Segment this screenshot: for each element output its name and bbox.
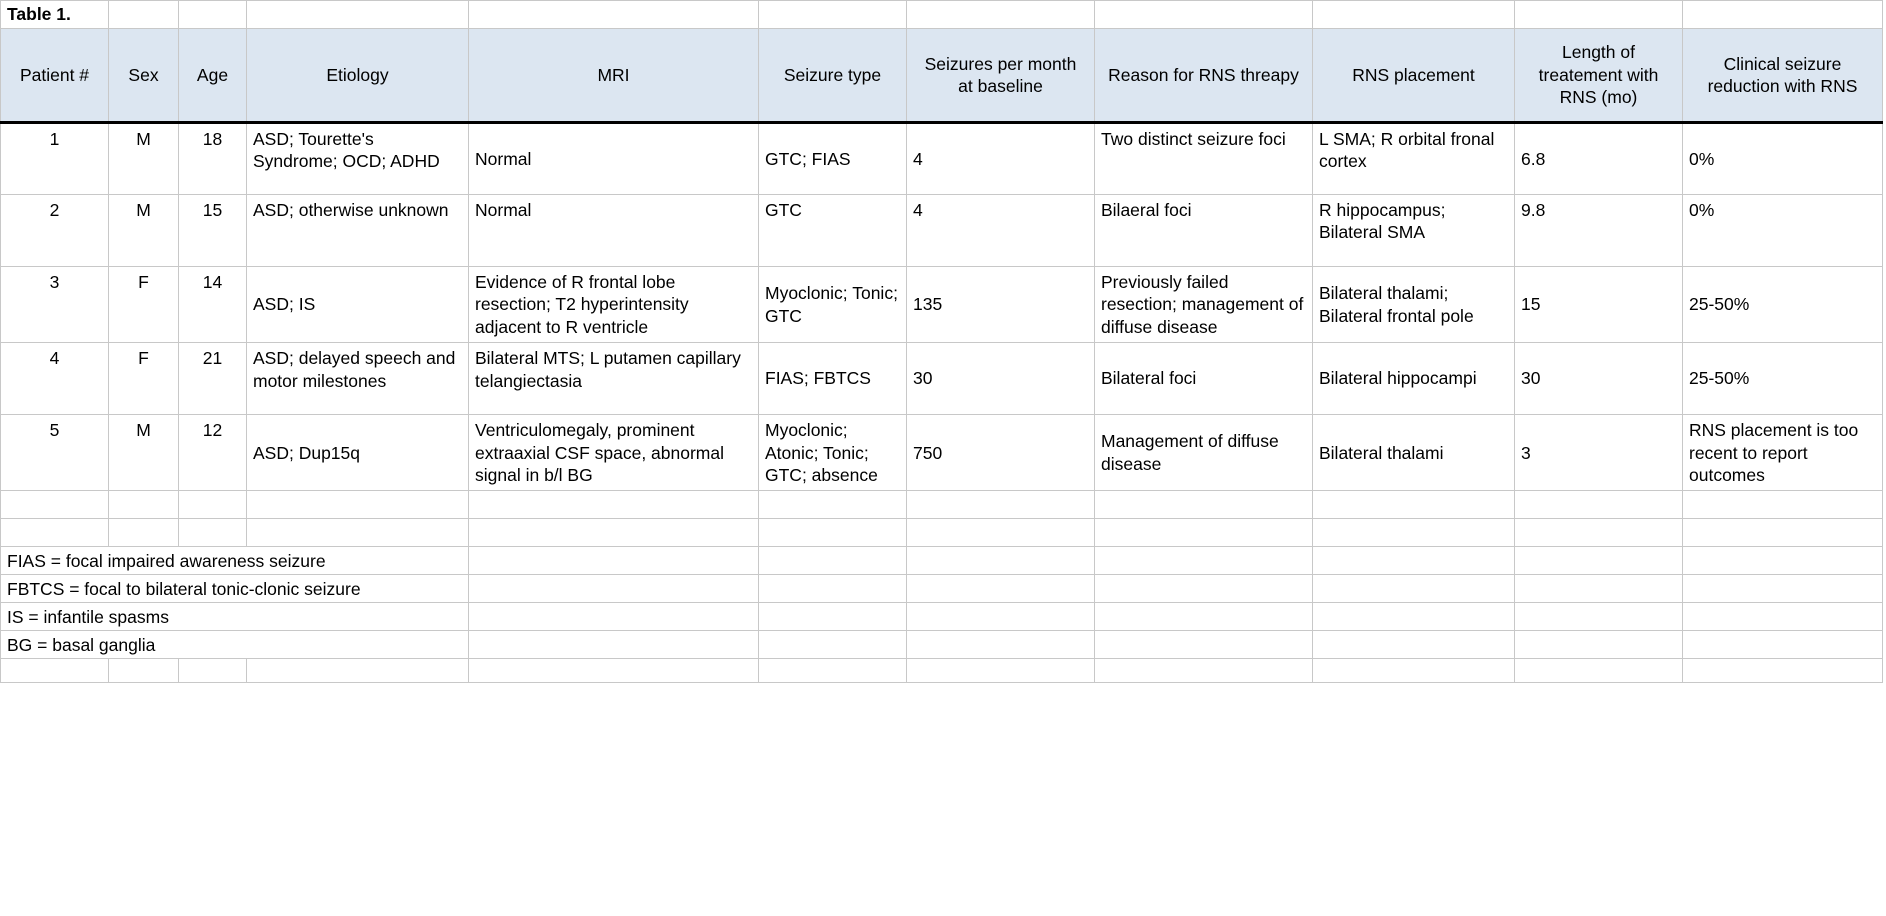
empty-cell — [1683, 575, 1883, 603]
empty-cell — [759, 547, 907, 575]
cell-sex: M — [109, 415, 179, 491]
cell-etiology: ASD; IS — [247, 267, 469, 343]
column-header-rns-placement: RNS placement — [1313, 29, 1515, 123]
empty-cell — [1515, 575, 1683, 603]
empty-cell — [469, 519, 759, 547]
legend-row — [1, 603, 1883, 631]
empty-cell — [1313, 659, 1515, 683]
empty-cell — [247, 491, 469, 519]
column-header-patient: Patient # — [1, 29, 109, 123]
cell-seizures-per-month: 135 — [907, 267, 1095, 343]
empty-cell — [1, 491, 109, 519]
column-header-seizure-type: Seizure type — [759, 29, 907, 123]
legend-bg: BG = basal ganglia — [1, 631, 469, 659]
cell-seizure-type: Myoclonic; Atonic; Tonic; GTC; absence — [759, 415, 907, 491]
table-row — [1, 343, 1883, 415]
empty-cell — [907, 491, 1095, 519]
cell-reason: Two distinct seizure foci — [1095, 123, 1313, 195]
column-header-reduction: Clinical seizure reduction with RNS — [1683, 29, 1883, 123]
cell-rns-placement: L SMA; R orbital fronal cortex — [1313, 123, 1515, 195]
table-row — [1, 415, 1883, 491]
empty-cell — [907, 519, 1095, 547]
cell-reduction: 25-50% — [1683, 267, 1883, 343]
cell-mri: Evidence of R frontal lobe resection; T2 hyperintensity adjacent to R ventricle — [469, 267, 759, 343]
column-header-etiology: Etiology — [247, 29, 469, 123]
empty-cell — [109, 1, 179, 29]
empty-cell — [1313, 519, 1515, 547]
empty-cell — [759, 603, 907, 631]
cell-sex: M — [109, 195, 179, 267]
empty-cell — [469, 1, 759, 29]
empty-cell — [469, 575, 759, 603]
empty-cell — [1683, 659, 1883, 683]
cell-rns-placement: R hippocampus; Bilateral SMA — [1313, 195, 1515, 267]
empty-cell — [1313, 547, 1515, 575]
empty-cell — [907, 575, 1095, 603]
empty-cell — [759, 659, 907, 683]
empty-cell — [1095, 575, 1313, 603]
empty-cell — [109, 659, 179, 683]
cell-patient: 3 — [1, 267, 109, 343]
empty-cell — [247, 519, 469, 547]
empty-cell — [109, 519, 179, 547]
empty-cell — [759, 491, 907, 519]
empty-cell — [759, 519, 907, 547]
cell-patient: 5 — [1, 415, 109, 491]
empty-cell — [179, 659, 247, 683]
cell-length: 30 — [1515, 343, 1683, 415]
cell-seizures-per-month: 4 — [907, 195, 1095, 267]
column-header-age: Age — [179, 29, 247, 123]
empty-cell — [1313, 1, 1515, 29]
empty-cell — [1, 659, 109, 683]
table-row — [1, 123, 1883, 195]
legend-is: IS = infantile spasms — [1, 603, 469, 631]
empty-cell — [1095, 603, 1313, 631]
empty-cell — [1313, 631, 1515, 659]
empty-cell — [469, 659, 759, 683]
cell-sex: F — [109, 267, 179, 343]
empty-cell — [1515, 659, 1683, 683]
cell-seizures-per-month: 30 — [907, 343, 1095, 415]
empty-cell — [907, 603, 1095, 631]
cell-reduction: RNS placement is too recent to report outcomes — [1683, 415, 1883, 491]
cell-seizure-type: GTC; FIAS — [759, 123, 907, 195]
legend-fias: FIAS = focal impaired awareness seizure — [1, 547, 469, 575]
cell-age: 21 — [179, 343, 247, 415]
table-title-row — [1, 1, 1883, 29]
cell-seizures-per-month: 750 — [907, 415, 1095, 491]
legend-fbtcs: FBTCS = focal to bilateral tonic-clonic seizure — [1, 575, 469, 603]
column-header-sex: Sex — [109, 29, 179, 123]
empty-row — [1, 659, 1883, 683]
empty-cell — [1095, 1, 1313, 29]
cell-mri: Bilateral MTS; L putamen capillary telangiectasia — [469, 343, 759, 415]
cell-seizure-type: FIAS; FBTCS — [759, 343, 907, 415]
cell-rns-placement: Bilateral thalami; Bilateral frontal pole — [1313, 267, 1515, 343]
cell-age: 15 — [179, 195, 247, 267]
empty-cell — [1515, 1, 1683, 29]
cell-age: 12 — [179, 415, 247, 491]
cell-seizure-type: GTC — [759, 195, 907, 267]
cell-reason: Previously failed resection; management of diffuse disease — [1095, 267, 1313, 343]
cell-reduction: 0% — [1683, 123, 1883, 195]
cell-reason: Bilateral foci — [1095, 343, 1313, 415]
cell-sex: F — [109, 343, 179, 415]
cell-reduction: 25-50% — [1683, 343, 1883, 415]
cell-age: 14 — [179, 267, 247, 343]
legend-row — [1, 575, 1883, 603]
legend-row — [1, 631, 1883, 659]
empty-cell — [907, 631, 1095, 659]
cell-reason: Management of diffuse disease — [1095, 415, 1313, 491]
legend-row — [1, 547, 1883, 575]
cell-patient: 1 — [1, 123, 109, 195]
empty-cell — [1515, 547, 1683, 575]
empty-cell — [1095, 631, 1313, 659]
empty-row — [1, 491, 1883, 519]
cell-etiology: ASD; otherwise unknown — [247, 195, 469, 267]
empty-cell — [179, 491, 247, 519]
empty-cell — [1515, 519, 1683, 547]
empty-cell — [1683, 1, 1883, 29]
cell-etiology: ASD; Dup15q — [247, 415, 469, 491]
empty-cell — [469, 547, 759, 575]
column-header-length: Length of treatement with RNS (mo) — [1515, 29, 1683, 123]
cell-rns-placement: Bilateral thalami — [1313, 415, 1515, 491]
cell-reduction: 0% — [1683, 195, 1883, 267]
cell-length: 15 — [1515, 267, 1683, 343]
empty-cell — [1095, 519, 1313, 547]
table-row — [1, 267, 1883, 343]
empty-cell — [1, 519, 109, 547]
empty-row — [1, 519, 1883, 547]
cell-patient: 2 — [1, 195, 109, 267]
cell-seizure-type: Myoclonic; Tonic; GTC — [759, 267, 907, 343]
empty-cell — [1683, 631, 1883, 659]
empty-cell — [759, 575, 907, 603]
cell-seizures-per-month: 4 — [907, 123, 1095, 195]
empty-cell — [1683, 519, 1883, 547]
empty-cell — [1095, 659, 1313, 683]
empty-cell — [179, 1, 247, 29]
cell-mri: Normal — [469, 123, 759, 195]
table-header-row — [1, 29, 1883, 123]
cell-patient: 4 — [1, 343, 109, 415]
empty-cell — [1683, 491, 1883, 519]
empty-cell — [1515, 631, 1683, 659]
empty-cell — [907, 659, 1095, 683]
cell-length: 6.8 — [1515, 123, 1683, 195]
cell-length: 9.8 — [1515, 195, 1683, 267]
empty-cell — [1095, 491, 1313, 519]
empty-cell — [907, 547, 1095, 575]
cell-etiology: ASD; delayed speech and motor milestones — [247, 343, 469, 415]
cell-rns-placement: Bilateral hippocampi — [1313, 343, 1515, 415]
empty-cell — [247, 1, 469, 29]
table-title: Table 1. — [1, 1, 109, 29]
empty-cell — [469, 603, 759, 631]
empty-cell — [1313, 491, 1515, 519]
empty-cell — [907, 1, 1095, 29]
column-header-seizures-per-month: Seizures per month at baseline — [907, 29, 1095, 123]
cell-mri: Ventriculomegaly, prominent extraaxial CSF space, abnormal signal in b/l BG — [469, 415, 759, 491]
cell-age: 18 — [179, 123, 247, 195]
empty-cell — [469, 631, 759, 659]
empty-cell — [1313, 575, 1515, 603]
empty-cell — [109, 491, 179, 519]
cell-sex: M — [109, 123, 179, 195]
empty-cell — [1095, 547, 1313, 575]
column-header-mri: MRI — [469, 29, 759, 123]
empty-cell — [759, 631, 907, 659]
empty-cell — [469, 491, 759, 519]
cell-etiology: ASD; Tourette's Syndrome; OCD; ADHD — [247, 123, 469, 195]
empty-cell — [1683, 603, 1883, 631]
cell-reason: Bilaeral foci — [1095, 195, 1313, 267]
empty-cell — [1515, 491, 1683, 519]
empty-cell — [1515, 603, 1683, 631]
cell-mri: Normal — [469, 195, 759, 267]
empty-cell — [179, 519, 247, 547]
empty-cell — [1683, 547, 1883, 575]
empty-cell — [247, 659, 469, 683]
column-header-reason: Reason for RNS threapy — [1095, 29, 1313, 123]
cell-length: 3 — [1515, 415, 1683, 491]
table-row — [1, 195, 1883, 267]
empty-cell — [759, 1, 907, 29]
empty-cell — [1313, 603, 1515, 631]
